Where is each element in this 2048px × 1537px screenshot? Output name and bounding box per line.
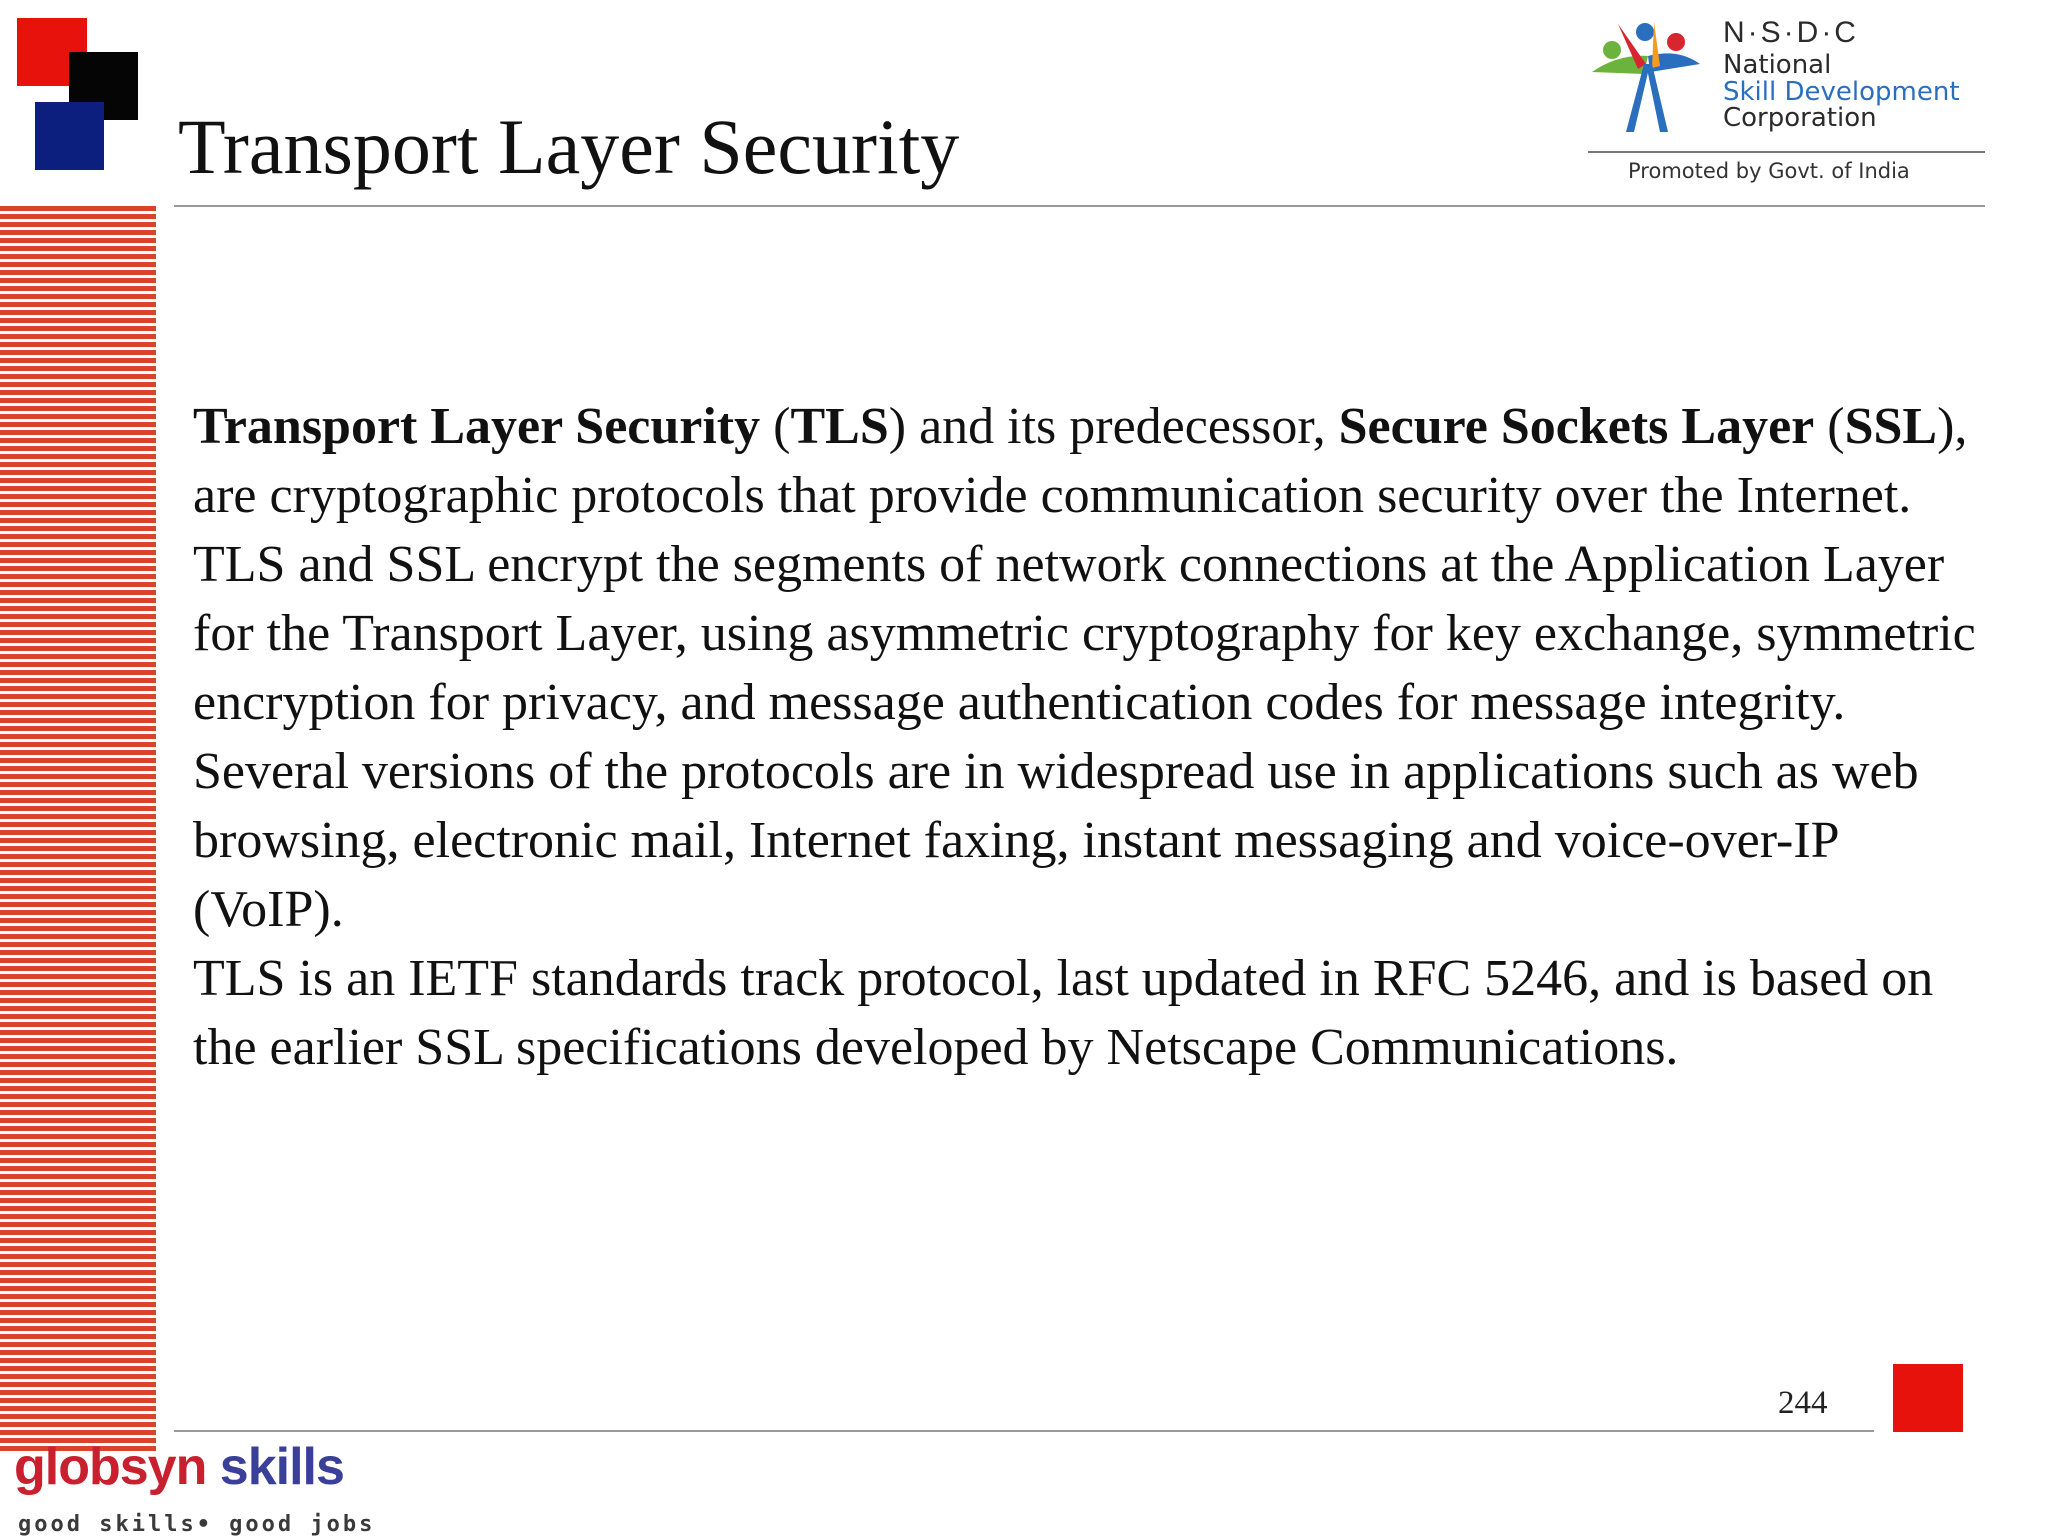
- term-tls: TLS: [790, 398, 889, 455]
- nsdc-divider: [1588, 151, 1985, 153]
- body-paragraph-3: TLS is an IETF standards track protocol, last updated in RFC 5246, and is based on the earlier SSL specifications developed by Netscape Communications.: [193, 950, 1934, 1076]
- page-number: 244: [1778, 1385, 1828, 1421]
- body-paragraph-1: Transport Layer Security (TLS) and its predecessor, Secure Sockets Layer (SSL), are cryptographic protocols that provide communication security over the Internet. TLS and SSL encrypt the segments of network connections at the Application Layer for the Transport Layer, using asymmetric cryptography for key exchange, symmetric encryption for privacy, and message authentication codes for message integrity.: [193, 398, 1976, 731]
- brand-tagline: good skills• good jobs: [18, 1512, 376, 1537]
- nsdc-logo: [1588, 14, 1988, 189]
- brand-word-2: skills: [219, 1438, 344, 1496]
- term-ssl: SSL: [1844, 398, 1938, 455]
- nsdc-name-line2: Skill Development: [1723, 77, 1960, 107]
- corner-blue-square: [35, 102, 104, 170]
- striped-sidebar: [0, 206, 156, 1452]
- term-tls-full: Transport Layer Security: [193, 398, 761, 455]
- footer-divider: [174, 1430, 1874, 1432]
- nsdc-figure-icon: [1588, 14, 1708, 139]
- slide-title: Transport Layer Security: [178, 103, 960, 190]
- nsdc-acronym: N·S·D·C: [1723, 16, 1859, 49]
- footer-red-square: [1893, 1364, 1963, 1432]
- body-paragraph-2: Several versions of the protocols are in widespread use in applications such as web browsing, electronic mail, Internet faxing, instant messaging and voice-over-IP (VoIP).: [193, 743, 1919, 938]
- title-divider: [174, 205, 1985, 207]
- brand-word-1: globsyn: [14, 1438, 207, 1496]
- slide-body: [193, 392, 1983, 1082]
- nsdc-promoted-text: Promoted by Govt. of India: [1628, 159, 1910, 183]
- nsdc-name-line3: Corporation: [1723, 103, 1877, 133]
- globsyn-logo: [14, 1437, 344, 1497]
- nsdc-name-line1: National: [1723, 50, 1832, 80]
- term-ssl-full: Secure Sockets Layer: [1338, 398, 1815, 455]
